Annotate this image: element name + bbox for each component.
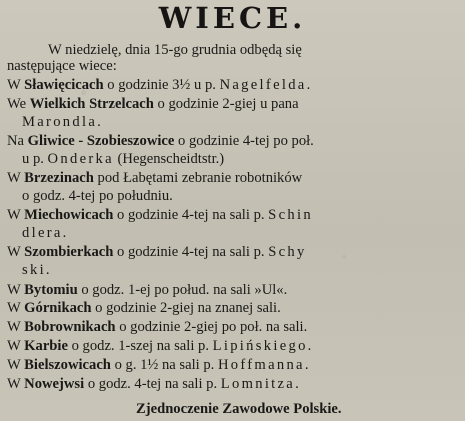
meeting-4-tail: pod Łabętami zebranie robotników: [93, 170, 303, 186]
meeting-9-prefix: W: [7, 319, 25, 335]
meeting-12-host: Lomnitza.: [220, 376, 302, 392]
meeting-2-place: Wielkich Strzelcach: [29, 96, 154, 112]
meeting-11-place: Bielszowicach: [24, 357, 111, 373]
meeting-4-place: Brzezinach: [24, 170, 94, 186]
meeting-8-place: Górnikach: [24, 300, 92, 316]
intro-line-2: [7, 58, 117, 74]
meeting-11-prefix: W: [7, 357, 25, 373]
meeting-2-line-1: [7, 96, 299, 112]
organization-signature: Zjednoczenie Zawodowe Polskie.: [136, 401, 342, 417]
meeting-7-place: Bytomiu: [24, 282, 78, 298]
meeting-12-prefix: W: [7, 376, 25, 392]
meeting-3-line-2-prefix: u p.: [22, 151, 48, 167]
meeting-1-prefix: W: [7, 77, 25, 93]
meeting-6-tail: o godzinie 4-tej na sali p.: [113, 244, 269, 260]
meeting-3-host: Onderka: [47, 151, 114, 167]
meeting-5-prefix: W: [7, 207, 25, 223]
meeting-3-line-1: [7, 133, 314, 149]
meeting-4-line-1: [7, 170, 302, 186]
meeting-10-tail: o godz. 1-szej na sali p.: [67, 338, 213, 354]
meeting-6-line-2: [22, 262, 52, 278]
meeting-4-prefix: W: [7, 170, 25, 186]
meeting-4-line-2: [22, 188, 173, 204]
meeting-7-line: [7, 282, 287, 298]
meeting-1-host: Nagelfelda.: [219, 77, 313, 93]
meeting-9-place: Bobrownikach: [24, 319, 116, 335]
meeting-5-host-part-1: Schin: [268, 207, 313, 223]
meeting-3-tail: o godzinie 4-tej po poł.: [174, 133, 314, 149]
meeting-3-line-2-tail: (Hegenscheidtstr.): [113, 151, 225, 167]
meeting-7-prefix: W: [7, 282, 25, 298]
meeting-2-prefix: We: [7, 96, 30, 112]
meeting-5-host-part-2: dlera.: [22, 225, 69, 241]
meeting-2-line-2: [22, 114, 103, 130]
meeting-10-line: [7, 338, 314, 354]
meeting-3-line-2: [22, 151, 224, 167]
meeting-12-tail: o godz. 4-tej na sali p.: [84, 376, 221, 392]
meeting-9-tail: o godzinie 2-giej po poł. na sali.: [115, 319, 308, 335]
meeting-5-tail: o godzinie 4-tej na sali p.: [113, 207, 269, 223]
meeting-3-prefix: Na: [7, 133, 28, 149]
meeting-12-line: [7, 376, 301, 392]
meeting-11-host: Hoffmanna.: [217, 357, 311, 373]
meeting-1-line-1: [7, 77, 313, 93]
title-wiece: WIECE.: [158, 1, 307, 35]
meeting-8-prefix: W: [7, 300, 25, 316]
meeting-4-time: o godz. 4-tej po południu.: [22, 188, 173, 204]
meeting-6-prefix: W: [7, 244, 25, 260]
meeting-8-line: [7, 300, 281, 316]
meeting-2-host: Marondla.: [22, 114, 104, 130]
meeting-6-line-1: [7, 244, 307, 260]
meeting-8-tail: o godzinie 2-giej na znanej sali.: [91, 300, 281, 316]
meeting-6-host-part-1: Schy: [268, 244, 307, 260]
intro-text-1: W niedzielę, dnia 15-go grudnia odbędą się: [48, 42, 302, 58]
meeting-10-prefix: W: [7, 338, 25, 354]
meeting-2-tail: o godzinie 2-giej u pana: [153, 96, 299, 112]
meeting-12-place: Nowejwsi: [24, 376, 85, 392]
intro-line-1: [48, 42, 302, 58]
meeting-5-line-2: [22, 225, 69, 241]
meeting-5-place: Miechowicach: [24, 207, 114, 223]
meeting-1-place: Sławięcicach: [24, 77, 104, 93]
meeting-10-place: Karbie: [24, 338, 68, 354]
intro-text-2: następujące wiece:: [7, 58, 117, 74]
meeting-1-tail: o godzinie 3½ u p.: [103, 77, 220, 93]
meeting-11-tail: o g. 1½ na sali p.: [110, 357, 218, 373]
meeting-9-line: [7, 319, 307, 335]
meeting-6-place: Szombierkach: [24, 244, 114, 260]
meeting-6-host-part-2: ski.: [22, 262, 52, 278]
meeting-10-host: Lipińskiego.: [212, 338, 314, 354]
meeting-11-line: [7, 357, 311, 373]
meeting-3-place: Gliwice - Szobieszowice: [27, 133, 175, 149]
meeting-5-line-1: [7, 207, 313, 223]
meeting-7-tail: o godz. 1-ej po połud. na sali »Ul«.: [77, 282, 288, 298]
